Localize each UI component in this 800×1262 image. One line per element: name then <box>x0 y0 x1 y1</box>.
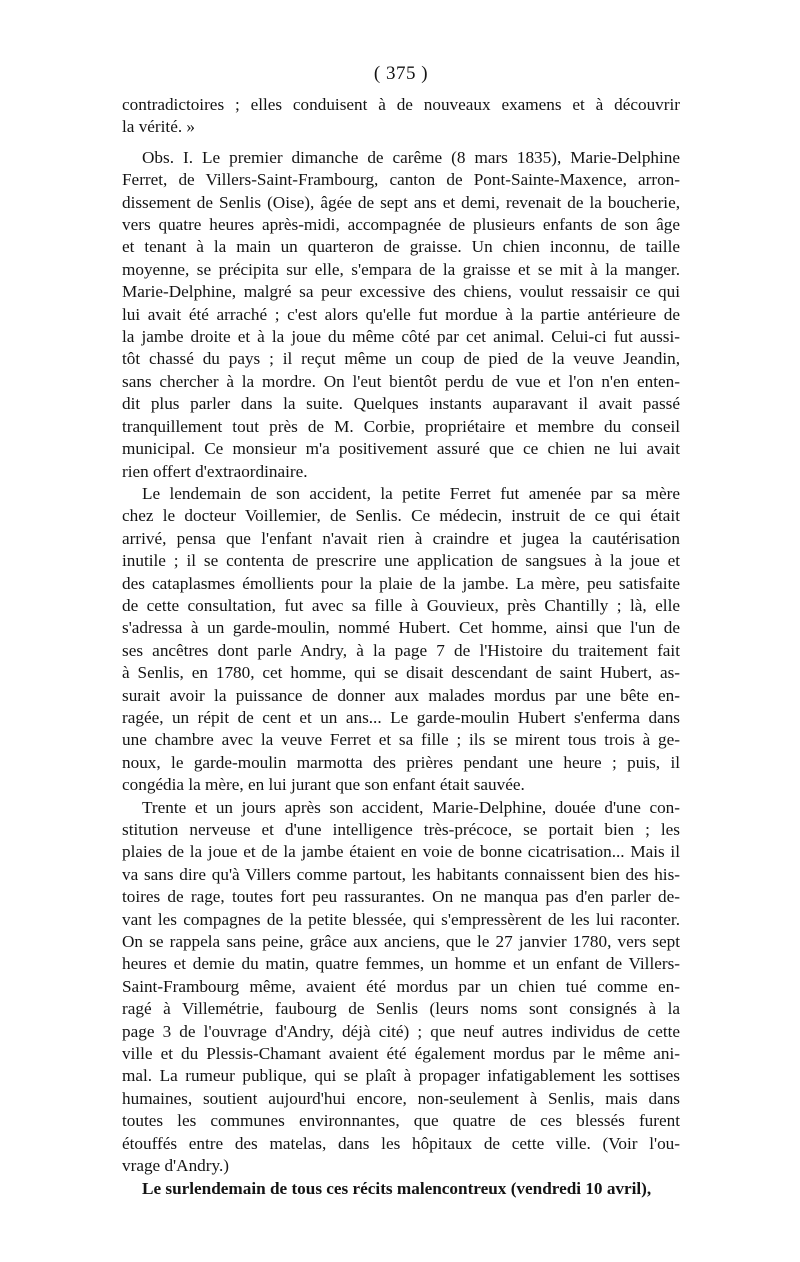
text-line: lui avait été arraché ; c'est alors qu'elle fut mordue à la partie antérieure de <box>122 304 680 324</box>
paragraph-continuation <box>122 94 680 139</box>
page-number: ( 375 ) <box>373 63 429 84</box>
text-line: la vérité. » <box>122 117 196 137</box>
text-line: rien offert d'extraordinaire. <box>122 461 308 481</box>
text-line: ville et du Plessis-Chamant avaient été également mordus par le même ani- <box>122 1044 680 1064</box>
text-line: Ferret, de Villers-Saint-Frambourg, canton de Pont-Sainte-Maxence, arron- <box>122 170 680 190</box>
text-line: tranquillement tout près de M. Corbie, propriétaire et membre du conseil <box>122 416 680 436</box>
text-line: étouffés entre des matelas, dans les hôpitaux de cette ville. (Voir l'ou- <box>122 1133 680 1153</box>
text-line: surait avoir la puissance de donner aux malades mordus par une bête en- <box>122 685 680 705</box>
text-line: toutes les communes environnantes, que quatre de ces blessés furent <box>122 1111 680 1131</box>
text-line: toires de rage, toutes fort peu rassurantes. On ne manqua pas d'en parler de- <box>122 887 680 907</box>
text-line: tôt chassé du pays ; il reçut même un coup de pied de la veuve Jeandin, <box>122 349 680 369</box>
text-line: Obs. I. Le premier dimanche de carême (8 mars 1835), Marie-Delphine <box>142 147 680 167</box>
text-line: s'adressa à un garde-moulin, nommé Hubert. Cet homme, ainsi que l'un de <box>122 618 680 638</box>
text-line: Saint-Frambourg même, avaient été mordus par un chien tué comme en- <box>122 976 680 996</box>
text-line: de cette consultation, fut avec sa fille à Gouvieux, près Chantilly ; là, elle <box>122 595 680 615</box>
text-line: ragée, un répit de cent et un ans... Le garde-moulin Hubert s'enferma dans <box>122 707 680 727</box>
paragraph-surlendemain <box>122 1178 680 1200</box>
paragraph-lendemain <box>122 483 680 797</box>
text-line: heures et demie du matin, quatre femmes, un homme et un enfant de Villers- <box>122 954 680 974</box>
text-line: mal. La rumeur publique, qui se plaît à propager infatigablement les sottises <box>122 1066 680 1086</box>
text-line: chez le docteur Voillemier, de Senlis. Ce médecin, instruit de ce qui était <box>122 506 680 526</box>
text-line: va sans dire qu'à Villers comme partout, les habitants connaissent bien des his- <box>122 864 680 884</box>
text-line: municipal. Ce monsieur m'a positivement assuré que ce chien ne lui avait <box>122 439 680 459</box>
document-page <box>122 62 680 1200</box>
text-line: vant les compagnes de la petite blessée, qui s'empressèrent de les lui raconter. <box>122 909 680 929</box>
text-line: page 3 de l'ouvrage d'Andry, déjà cité) ; que neuf autres individus de cette <box>122 1021 680 1041</box>
text-line: contradictoires ; elles conduisent à de nouveaux examens et à découvrir <box>122 95 680 114</box>
text-line: la jambe droite et à la joue du même côté par cet animal. Celui-ci fut aussi- <box>122 327 680 347</box>
text-line: stitution nerveuse et d'une intelligence très-précoce, se portait bien ; les <box>122 820 680 839</box>
text-line: moyenne, se précipita sur elle, s'empara de la graisse et se mit à la manger. <box>122 259 680 279</box>
text-line: congédia la mère, en lui jurant que son enfant était sauvée. <box>122 775 525 795</box>
text-line: des cataplasmes émollients pour la plaie de la jambe. La mère, peu satisfaite <box>122 573 680 593</box>
text-line: une chambre avec la veuve Ferret et sa fille ; ils se mirent tous trois à ge- <box>122 730 680 750</box>
text-line: à Senlis, en 1780, cet homme, qui se disait descendant de saint Hubert, as- <box>122 663 680 683</box>
paragraph-obs-1 <box>122 147 680 483</box>
body-text <box>122 94 680 1200</box>
text-line: ses ancêtres dont parle Andry, à la page 7 de l'Histoire du traitement fait <box>122 640 680 660</box>
text-line: arrivé, pensa que l'enfant n'avait rien à craindre et jugea la cautérisation <box>122 528 680 548</box>
text-line: plaies de la joue et de la jambe étaient en voie de bonne cicatrisation... Mais il <box>122 842 680 862</box>
text-line: Le surlendemain de tous ces récits malencontreux (vendredi 10 avril), <box>142 1178 652 1198</box>
text-line: humaines, soutient aujourd'hui encore, non-seulement à Senlis, mais dans <box>122 1088 680 1108</box>
text-line: Trente et un jours après son accident, Marie-Delphine, douée d'une con- <box>142 797 680 817</box>
text-line: On se rappela sans peine, grâce aux anciens, que le 27 janvier 1780, vers sept <box>122 932 680 952</box>
text-line: inutile ; il se contenta de prescrire une application de sangsues à la joue et <box>122 551 680 571</box>
text-line: Marie-Delphine, malgré sa peur excessive des chiens, voulut ressaisir ce qui <box>122 282 680 302</box>
text-line: vrage d'Andry.) <box>122 1156 229 1176</box>
text-line: ragé à Villemétrie, faubourg de Senlis (leurs noms sont consignés à la <box>122 999 680 1019</box>
text-line: noux, le garde-moulin marmotta des prières pendant une heure ; puis, il <box>122 752 680 772</box>
text-line: et tenant à la main un quarteron de graisse. Un chien inconnu, de taille <box>122 237 680 257</box>
text-line: Le lendemain de son accident, la petite Ferret fut amenée par sa mère <box>142 483 680 503</box>
text-line: dit plus parler dans la suite. Quelques instants auparavant il avait passé <box>122 394 680 414</box>
text-line: sans chercher à la mordre. On l'eut bientôt perdu de vue et l'on n'en enten- <box>122 371 680 391</box>
text-line: vers quatre heures après-midi, accompagnée de plusieurs enfants de son âge <box>122 215 680 235</box>
text-line: dissement de Senlis (Oise), âgée de sept ans et demi, revenait de la boucherie, <box>122 192 680 212</box>
paragraph-trente-et-un <box>122 797 680 1178</box>
